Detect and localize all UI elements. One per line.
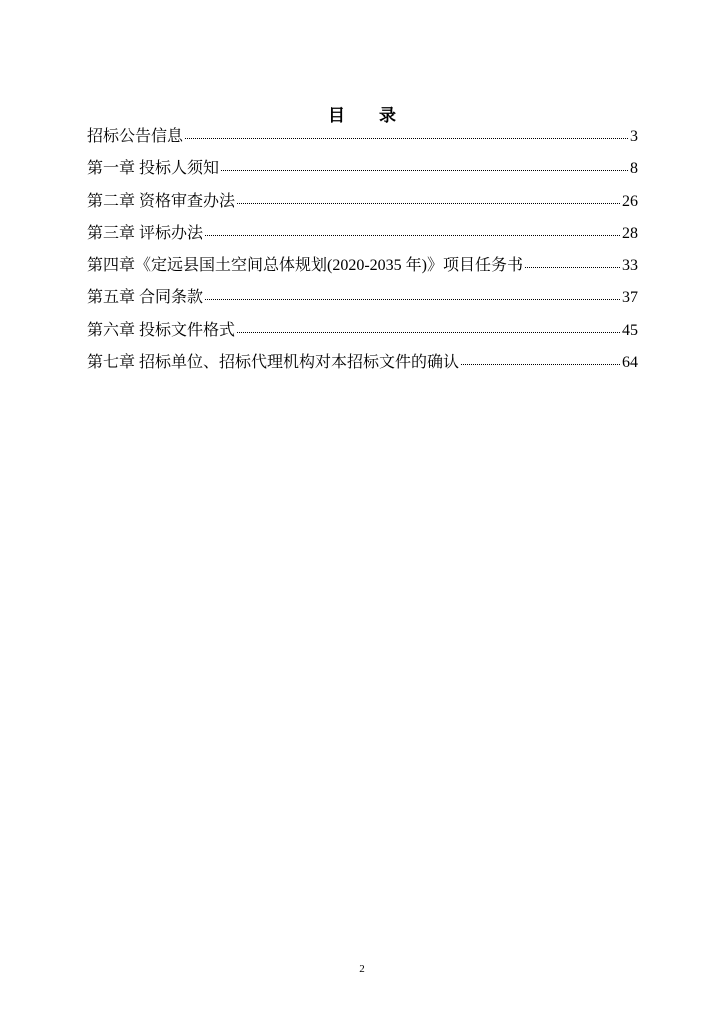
toc-entry-page: 45 xyxy=(622,321,638,339)
toc-dot-leader xyxy=(237,192,620,206)
toc-entry-label: 第七章 招标单位、招标代理机构对本招标文件的确认 xyxy=(87,354,460,372)
toc-entry[interactable] xyxy=(87,124,638,156)
toc-entry[interactable] xyxy=(87,350,638,382)
toc-entry-page: 37 xyxy=(622,289,638,307)
page-number: 2 xyxy=(359,963,365,975)
toc-list xyxy=(87,124,638,382)
toc-entry[interactable] xyxy=(87,221,638,253)
toc-entry-label: 第六章 投标文件格式 xyxy=(87,321,236,339)
toc-title-left: 目 xyxy=(328,106,345,125)
toc-dot-leader xyxy=(221,159,628,173)
toc-dot-leader xyxy=(461,353,620,367)
toc-entry-page: 8 xyxy=(630,160,638,178)
toc-entry-page: 26 xyxy=(622,192,638,210)
toc-dot-leader xyxy=(205,288,620,302)
toc-entry[interactable] xyxy=(87,318,638,350)
toc-title-right: 录 xyxy=(379,106,396,125)
toc-entry-label: 招标公告信息 xyxy=(87,128,184,145)
toc-entry[interactable] xyxy=(87,156,638,188)
toc-dot-leader xyxy=(525,256,620,270)
toc-title xyxy=(0,101,724,126)
toc-dot-leader xyxy=(205,224,620,238)
toc-entry[interactable] xyxy=(87,253,638,285)
toc-entry-page: 64 xyxy=(622,354,638,372)
toc-entry-label: 第三章 评标办法 xyxy=(87,224,204,242)
toc-entry[interactable] xyxy=(87,189,638,221)
toc-entry-page: 3 xyxy=(630,128,638,145)
toc-dot-leader xyxy=(185,127,628,141)
toc-entry-page: 33 xyxy=(622,257,638,275)
toc-entry-label: 第四章《定远县国土空间总体规划(2020-2035 年)》项目任务书 xyxy=(87,257,523,275)
toc-entry-label: 第五章 合同条款 xyxy=(87,289,204,307)
toc-entry-label: 第二章 资格审查办法 xyxy=(87,192,236,210)
toc-dot-leader xyxy=(237,321,620,335)
toc-entry-label: 第一章 投标人须知 xyxy=(87,160,220,178)
toc-entry-page: 28 xyxy=(622,224,638,242)
toc-entry[interactable] xyxy=(87,285,638,317)
